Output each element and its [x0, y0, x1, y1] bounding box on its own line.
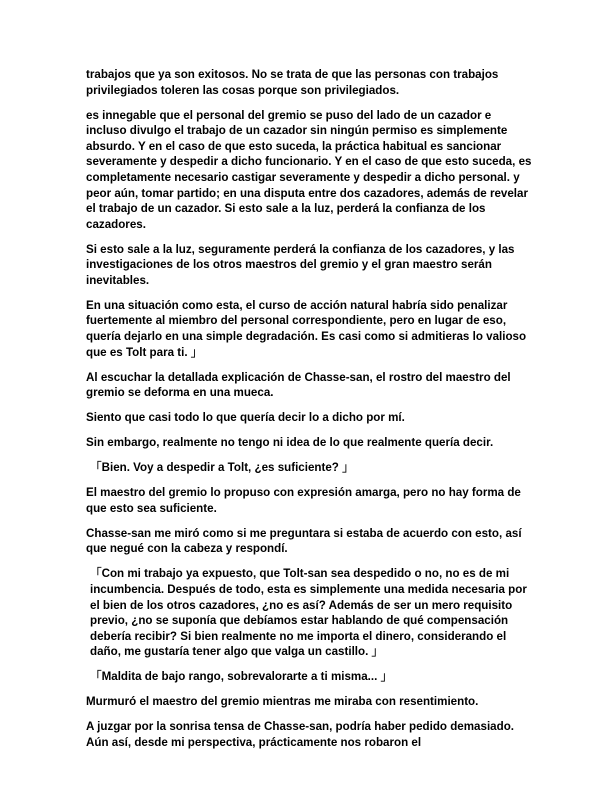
paragraph-9: El maestro del gremio lo propuso con expresión amarga, pero no hay forma de que esto sea suficiente. [86, 486, 521, 515]
body-text [86, 67, 532, 760]
paragraph-7: Sin embargo, realmente no tengo ni idea de lo que realmente quería decir. [86, 436, 494, 450]
dialogue-line-2: 「Con mi trabajo ya expuesto, que Tolt-san sea despedido o no, no es de mi incumbencia. Después de todo, esta es simplemente una medida necesaria por el bien de los otros cazadores, ¿no es así? Además de ser un mero requisito previo, ¿no se suponía que debíamos estar hablando de qué compensación debería recibir? Si bien realmente no me importa el dinero, considerando el daño, me gustaría tener algo que valga un castillo. 」 [90, 567, 527, 659]
paragraph-4: En una situación como esta, el curso de acción natural habría sido penalizar fuertemente al miembro del personal correspondiente, pero en lugar de eso, quería dejarlo en una simple degradación. Es casi como si admitieras lo valioso que es Tolt para ti. 」 [86, 298, 527, 359]
dialogue-line-3: 「Maldita de bajo rango, sobrevalorarte a ti misma... 」 [90, 670, 393, 684]
paragraph-3: Si esto sale a la luz, seguramente perderá la confianza de los cazadores, y las investigaciones de los otros maestros del gremio y el gran maestro serán inevitables. [86, 242, 515, 287]
paragraph-6: Siento que casi todo lo que quería decir lo a dicho por mí. [86, 411, 405, 425]
paragraph-1: trabajos que ya son exitosos. No se trata de que las personas con trabajos privilegiados toleren las cosas porque son privilegiados. [86, 68, 499, 97]
paragraph-10: Chasse-san me miró como si me preguntara si estaba de acuerdo con esto, así que negué con la cabeza y respondí. [86, 526, 522, 556]
paragraph-2: es innegable que el personal del gremio se puso del lado de un cazador e incluso divulgo el trabajo de un cazador sin ningún permiso es simplemente absurdo. Y en el caso de que esto suceda, la práctica habitual es sancionar severamente y despedir a dicho funcionario. Y en el caso de que esto suceda, es completamente necesario castigar severamente y despedir a dicho personal. y peor aún, tomar partido; en una disputa entre dos cazadores, además de revelar el trabajo de un cazador. Si esto sale a la luz, perderá la confianza de los cazadores. [86, 108, 532, 231]
paragraph-14: A juzgar por la sonrisa tensa de Chasse-san, podría haber pedido demasiado. Aún así, desde mi perspectiva, prácticamente nos robaron el [86, 720, 515, 749]
paragraph-5: Al escuchar la detallada explicación de Chasse-san, el rostro del maestro del gremio se deforma en una mueca. [86, 370, 511, 400]
dialogue-line-1: 「Bien. Voy a despedir a Tolt, ¿es suficiente? 」 [90, 461, 354, 475]
paragraph-13: Murmuró el maestro del gremio mientras me miraba con resentimiento. [86, 695, 479, 709]
